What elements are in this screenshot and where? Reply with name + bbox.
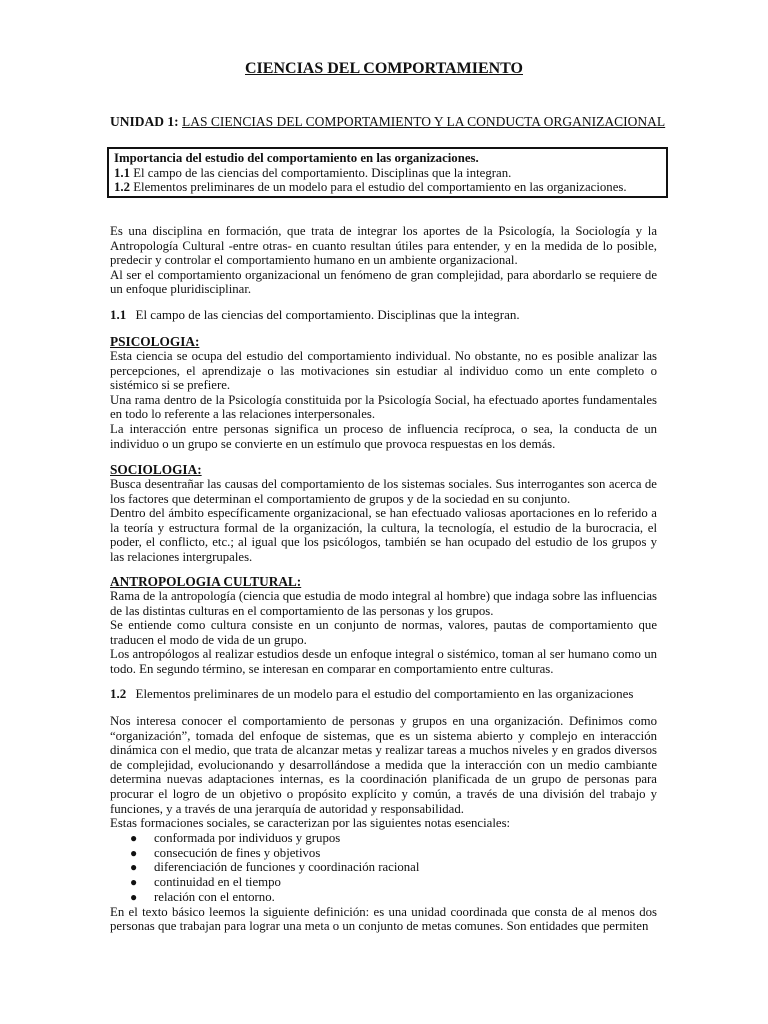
sociologia-title: SOCIOLOGIA: (110, 462, 202, 477)
psicologia-title: PSICOLOGIA: (110, 334, 200, 349)
sociologia-paragraph: Busca desentrañar las causas del comportamiento de los sistemas sociales. Sus interrogantes son acerca de los factores que determinan el comportamiento de grupos y de la sociedad en su conjunto. (110, 477, 657, 506)
contents-heading: Importancia del estudio del comportamiento en las organizaciones. (114, 151, 479, 165)
section-number: 1.1 (110, 307, 127, 322)
intro-paragraph: Al ser el comportamiento organizacional un fenómeno de gran complejidad, para abordarlo se requiere de un enfoque pluridisciplinar. (110, 267, 657, 297)
contents-item (114, 180, 661, 195)
section-number: 1.2 (110, 686, 127, 701)
antropologia-paragraph: Rama de la antropología (ciencia que estudia de modo integral al hombre) que indaga sobre las influencias de las distintas culturas en el comportamiento de las personas y los grupos. (110, 589, 657, 618)
intro-paragraph: Es una disciplina en formación, que trata de integrar los aportes de la Psicología, la Sociología y la Antropología Cultural -entre otras- en cuanto resultan útiles para entender, y en la medida de lo posible, predecir y controlar el comportamiento humano en un ambiente organizacional. (110, 224, 657, 268)
list-item (110, 890, 657, 905)
bullet-icon: ● (130, 860, 138, 875)
list-item (110, 875, 657, 890)
contents-item-number: 1.1 (114, 165, 130, 180)
unit-title: LAS CIENCIAS DEL COMPORTAMIENTO Y LA CONDUCTA ORGANIZACIONAL (182, 114, 666, 129)
antropologia-paragraph: Se entiende como cultura consiste en un conjunto de normas, valores, pautas de comportamiento que traducen el modo de vida de un grupo. (110, 618, 657, 647)
psicologia-section (110, 334, 657, 451)
contents-item-number: 1.2 (114, 180, 130, 194)
closing-paragraph: En el texto básico leemos la siguiente definición: es una unidad coordinada que consta de al menos dos personas que trabajan para lograr una meta o un conjunto de metas comunes. Son entidades que permiten (110, 904, 657, 934)
document-title: CIENCIAS DEL COMPORTAMIENTO (245, 60, 523, 77)
section-heading-1-2 (110, 686, 633, 702)
section-heading-1-1 (110, 307, 520, 323)
list-item-text: conformada por individuos y grupos (154, 830, 341, 845)
bullet-icon: ● (130, 845, 138, 860)
sociologia-paragraph: Dentro del ámbito específicamente organizacional, se han efectuado valiosas aportaciones en lo referido a la teoría y estructura formal de la organización, la cultura, la tecnología, el estudio de la burocracia, el poder, el conflicto, etc.; al igual que los psicólogos, también se han ocupado del estudio de los grupos y las relaciones intergrupales. (110, 506, 657, 564)
sociologia-section (110, 462, 657, 565)
list-item (110, 831, 657, 846)
antropologia-title: ANTROPOLOGIA CULTURAL: (110, 574, 302, 589)
unit-heading (110, 114, 665, 130)
contents-item-text: Elementos preliminares de un modelo para el estudio del comportamiento en las organizaciones. (130, 180, 627, 194)
section-heading-text: El campo de las ciencias del comportamiento. Disciplinas que la integran. (135, 307, 520, 322)
contents-box (107, 147, 668, 198)
antropologia-section (110, 574, 657, 677)
intro-section (110, 224, 657, 297)
list-item (110, 846, 657, 861)
list-item-text: consecución de fines y objetivos (154, 845, 321, 860)
organization-section (110, 714, 657, 934)
organization-paragraph: Nos interesa conocer el comportamiento de personas y grupos en una organización. Definimos como “organización”, tomada del enfoque de sistemas, que es un sistema abierto y complejo en interacción dinámica con el medio, que trata de alcanzar metas y realizar tareas a muchos niveles y en grados diversos de complejidad, evolucionando y desarrollándose a medida que la interacción con un medio cambiante determina nuevas adaptaciones internas, es la coordinación planificada de un grupo de personas para procurar el logro de un objetivo o propósito explícito y común, a través de una división del trabajo y funciones, y a través de una jerarquía de autoridad y responsabilidad. (110, 714, 657, 816)
unit-label: UNIDAD 1: (110, 114, 179, 129)
antropologia-paragraph: Los antropólogos al realizar estudios desde un enfoque integral o sistémico, toman al ser humano como un todo. En segundo término, se interesan en comparar en comportamiento entre culturas. (110, 647, 657, 676)
features-lead: Estas formaciones sociales, se caracterizan por las siguientes notas esenciales: (110, 816, 511, 831)
bullet-icon: ● (130, 875, 138, 890)
contents-item (114, 166, 661, 181)
bullet-icon: ● (130, 889, 138, 904)
section-heading-text: Elementos preliminares de un modelo para el estudio del comportamiento en las organizaciones (135, 686, 634, 701)
list-item-text: continuidad en el tiempo (154, 875, 281, 890)
list-item-text: relación con el entorno. (154, 889, 275, 904)
psicologia-paragraph: Esta ciencia se ocupa del estudio del comportamiento individual. No obstante, no es posible analizar las percepciones, el aprendizaje o las motivaciones sin estudiar al individuo como un ente completo o sistémico si se prefiere. (110, 349, 657, 393)
bullet-icon: ● (130, 830, 138, 845)
psicologia-paragraph: Una rama dentro de la Psicología constituida por la Psicología Social, ha efectuado aportes fundamentales en todo lo referente a las relaciones interpersonales. (110, 392, 657, 422)
list-item (110, 860, 657, 875)
contents-item-text: El campo de las ciencias del comportamiento. Disciplinas que la integran. (130, 165, 512, 180)
features-list (110, 831, 657, 905)
list-item-text: diferenciación de funciones y coordinación racional (154, 860, 420, 875)
psicologia-paragraph: La interacción entre personas significa un proceso de influencia recíproca, o sea, la conducta de un individuo o un grupo se convierte en un estímulo que provoca respuestas en los demás. (110, 421, 657, 451)
